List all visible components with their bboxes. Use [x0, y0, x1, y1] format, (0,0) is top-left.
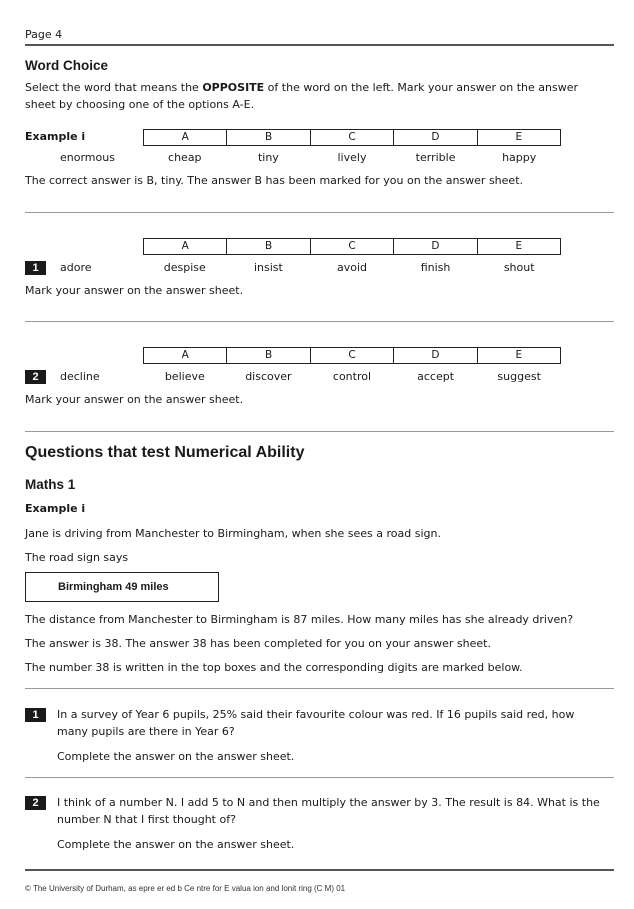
page-number: Page 4 [25, 28, 63, 41]
option-letter: C [311, 239, 394, 254]
example-text: The road sign says [25, 551, 129, 564]
q2-option-letters [143, 347, 561, 364]
option-letter: D [394, 239, 477, 254]
section-divider [25, 777, 614, 778]
example-note: The correct answer is B, tiny. The answer B has been marked for you on the answer sheet. [25, 174, 523, 187]
q1-note: Mark your answer on the answer sheet. [25, 284, 244, 297]
option-word: shout [503, 261, 535, 274]
example-label: Example i [25, 130, 86, 143]
example-text: The number 38 is written in the top boxes and the corresponding digits are marked below. [25, 661, 523, 674]
option-word: discover [245, 370, 292, 383]
section-divider [25, 212, 614, 213]
option-word: terrible [415, 151, 456, 164]
option-word: tiny [257, 151, 279, 164]
option-word: insist [253, 261, 283, 274]
option-letter: A [144, 348, 227, 363]
word-choice-heading: Word Choice [25, 58, 109, 73]
option-word: accept [417, 370, 455, 383]
option-word: avoid [336, 261, 367, 274]
q1-options [143, 261, 561, 274]
example-text: The answer is 38. The answer 38 has been completed for you on your answer sheet. [25, 637, 491, 650]
option-letter: B [227, 348, 310, 363]
option-letter: C [311, 348, 394, 363]
word-choice-instruction: Select the word that means the OPPOSITE of the word on the left. Mark your answer on the answer sheet by choosing one of the options A-E. [25, 81, 578, 111]
question-number-badge: 1 [25, 708, 46, 722]
question-text: In a survey of Year 6 pupils, 25% said their favourite colour was red. If 16 pupils said red, how many pupils are there in Year 6? [57, 708, 575, 738]
footer-divider [25, 869, 614, 871]
road-sign-box: Birmingham 49 miles [25, 572, 219, 602]
option-word: despise [163, 261, 206, 274]
option-word: control [332, 370, 372, 383]
q2-note: Mark your answer on the answer sheet. [25, 393, 244, 406]
question-note: Complete the answer on the answer sheet. [57, 838, 295, 851]
option-letter: E [515, 240, 523, 252]
example-label: Example i [25, 502, 86, 515]
option-letter: D [394, 130, 477, 145]
example-option-letters [143, 129, 561, 146]
header-divider [25, 44, 614, 46]
example-word: enormous [60, 151, 115, 164]
option-letter: D [394, 348, 477, 363]
option-letter: A [144, 130, 227, 145]
option-word: happy [502, 151, 537, 164]
copyright-footer: © The University of Durham, as epre er ed b Ce ntre for E valua ion and lonit ring (C M) 01 [25, 884, 346, 893]
option-letter: A [144, 239, 227, 254]
question-number-badge: 2 [25, 370, 46, 384]
option-letter: E [515, 349, 523, 361]
section-divider [25, 321, 614, 322]
q1-option-letters [143, 238, 561, 255]
maths-subheading: Maths 1 [25, 477, 76, 492]
section-divider [25, 431, 614, 432]
question-text: I think of a number N. I add 5 to N and then multiply the answer by 3. The result is 84. What is the number N that I first thought of? [57, 796, 600, 826]
question-word: decline [60, 370, 100, 383]
question-note: Complete the answer on the answer sheet. [57, 750, 295, 763]
section-divider [25, 688, 614, 689]
option-letter: C [311, 130, 394, 145]
option-word: cheap [168, 151, 202, 164]
q2-options [143, 370, 561, 383]
question-number-badge: 1 [25, 261, 46, 275]
question-number-badge: 2 [25, 796, 46, 810]
example-options [143, 151, 561, 164]
option-letter: B [227, 239, 310, 254]
option-word: believe [164, 370, 205, 383]
numerical-section-heading: Questions that test Numerical Ability [25, 444, 305, 461]
option-word: suggest [497, 370, 541, 383]
example-text: The distance from Manchester to Birmingham is 87 miles. How many miles has she already driven? [25, 613, 574, 626]
example-text: Jane is driving from Manchester to Birmingham, when she sees a road sign. [25, 527, 441, 540]
option-letter: B [227, 130, 310, 145]
question-word: adore [60, 261, 92, 274]
option-word: finish [420, 261, 451, 274]
option-letter: E [515, 131, 523, 143]
option-word: lively [337, 151, 367, 164]
